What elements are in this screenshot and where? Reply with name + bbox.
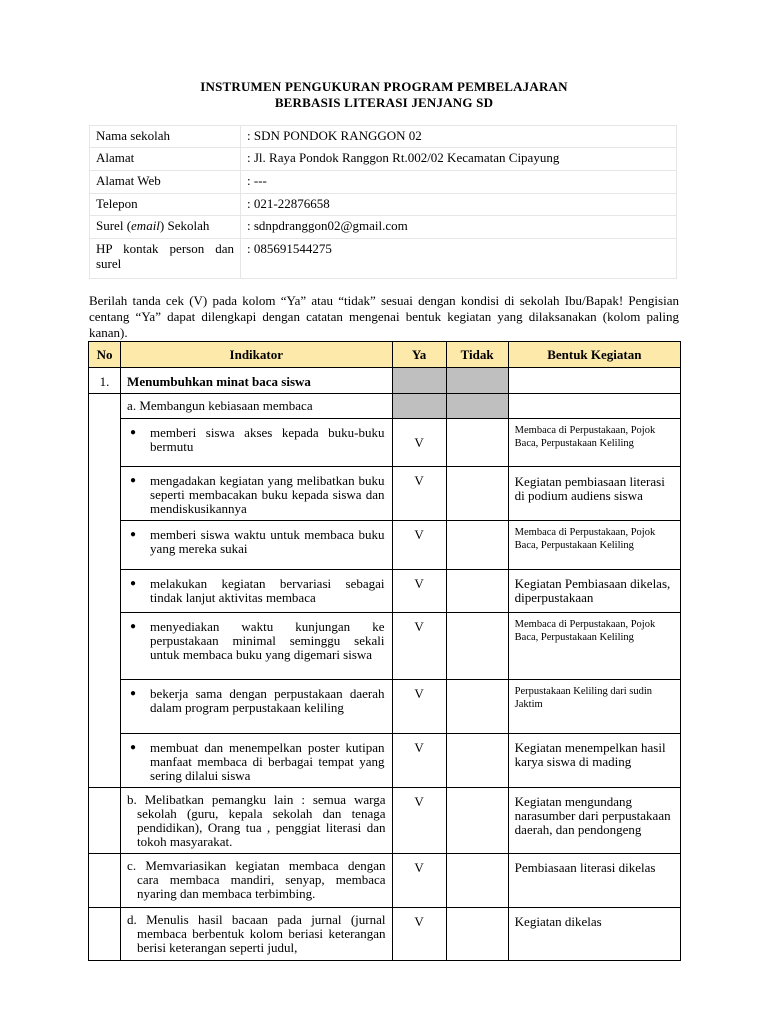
info-value: : --- <box>241 171 677 194</box>
indicator-text: menyediakan waktu kunjungan ke perpustakaan minimal seminggu sekali untuk membaca buku yang digemari siswa <box>150 619 385 662</box>
indicator-cell <box>121 788 392 854</box>
table-row <box>89 613 681 680</box>
ya-check: V <box>392 570 446 613</box>
info-key-pre: Surel ( <box>96 218 132 233</box>
bentuk-kegiatan-text: Pembiasaan literasi dikelas <box>508 854 680 908</box>
ya-check: V <box>392 521 446 570</box>
header-ya: Ya <box>392 342 446 368</box>
indicator-text: mengadakan kegiatan yang melibatkan buku seperti membacakan buku kepada siswa dan mendiskusikannya <box>150 473 385 516</box>
table-row <box>89 521 681 570</box>
bentuk-kegiatan-text: Kegiatan Pembiasaan dikelas, diperpustakaan <box>508 570 680 613</box>
table-row <box>89 734 681 788</box>
number-cell-empty <box>89 788 121 854</box>
ya-check: V <box>392 908 446 961</box>
number-cell-empty <box>89 908 121 961</box>
tidak-cell <box>446 788 508 854</box>
info-value: : sdnpdranggon02@gmail.com <box>241 216 677 239</box>
bentuk-kegiatan-text: Membaca di Perpustakaan, Pojok Baca, Perpustakaan Keliling <box>508 419 680 467</box>
bullet-icon: ● <box>130 578 137 589</box>
bentuk-kegiatan-text: Membaca di Perpustakaan, Pojok Baca, Perpustakaan Keliling <box>508 521 680 570</box>
indicator-cell <box>121 467 392 521</box>
table-row <box>89 788 681 854</box>
bentuk-kegiatan-text: Kegiatan pembiasaan literasi di podium audiens siswa <box>508 467 680 521</box>
indicator-text: membuat dan menempelkan poster kutipan manfaat membaca di berbagai tempat yang sering dilalui siswa <box>150 740 385 783</box>
table-row <box>89 908 681 961</box>
tidak-cell <box>446 680 508 734</box>
indicator-cell <box>121 521 392 570</box>
number-cell-empty <box>89 854 121 908</box>
school-info-table <box>89 125 677 279</box>
section-title: Menumbuhkan minat baca siswa <box>121 368 392 394</box>
info-value: : 021-22876658 <box>241 194 677 216</box>
header-no: No <box>89 342 121 368</box>
document-title-line1: INSTRUMEN PENGUKURAN PROGRAM PEMBELAJARAN <box>200 79 568 94</box>
ya-check: V <box>392 734 446 788</box>
table-row <box>89 680 681 734</box>
ya-check: V <box>392 788 446 854</box>
indicator-table <box>88 341 681 961</box>
header-bentuk-kegiatan: Bentuk Kegiatan <box>508 342 680 368</box>
tidak-cell <box>446 908 508 961</box>
bentuk-cell-empty <box>508 394 680 419</box>
info-key: Alamat <box>90 148 241 171</box>
info-row-phone <box>90 194 677 216</box>
indicator-text: memberi siswa waktu untuk membaca buku yang mereka sukai <box>150 527 385 556</box>
info-key <box>90 216 241 239</box>
indicator-text: d. Menulis hasil bacaan pada jurnal (jurnal membaca berbentuk kolom beriasi keterangan berisi keterangan seperti judul, <box>127 912 386 955</box>
bentuk-kegiatan-text: Kegiatan dikelas <box>508 908 680 961</box>
document-title-line2: BERBASIS LITERASI JENJANG SD <box>274 95 494 110</box>
info-row-address <box>90 148 677 171</box>
bentuk-kegiatan-text: Kegiatan menempelkan hasil karya siswa di mading <box>508 734 680 788</box>
indicator-cell <box>121 854 392 908</box>
bullet-icon: ● <box>130 475 137 486</box>
info-value: : SDN PONDOK RANGGON 02 <box>241 126 677 148</box>
info-value: : Jl. Raya Pondok Ranggon Rt.002/02 Kecamatan Cipayung <box>241 148 677 171</box>
info-key-post: ) Sekolah <box>159 218 210 233</box>
tidak-cell <box>446 854 508 908</box>
indicator-text: b. Melibatkan pemangku lain : semua warga sekolah (guru, kepala sekolah dan tenaga pendidikan), Orang tua , penggiat literasi dan tokoh masyarakat. <box>127 792 386 849</box>
indicator-cell <box>121 908 392 961</box>
bentuk-cell-empty <box>508 368 680 394</box>
info-row-contact <box>90 239 677 279</box>
ya-check: V <box>392 419 446 467</box>
indicator-text: memberi siswa akses kepada buku-buku bermutu <box>150 425 385 454</box>
bullet-icon: ● <box>130 742 137 753</box>
bullet-icon: ● <box>130 688 137 699</box>
info-row-school-name <box>90 126 677 148</box>
indicator-cell <box>121 613 392 680</box>
section-row <box>89 368 681 394</box>
info-key: Alamat Web <box>90 171 241 194</box>
table-header-row <box>89 342 681 368</box>
ya-check: V <box>392 680 446 734</box>
info-key: HP kontak person dan surel <box>90 239 241 279</box>
info-row-email <box>90 216 677 239</box>
sub-a-row <box>89 394 681 419</box>
info-key-em: email <box>131 218 160 233</box>
indicator-cell <box>121 680 392 734</box>
tidak-cell <box>446 419 508 467</box>
ya-check: V <box>392 854 446 908</box>
instructions-paragraph: Berilah tanda cek (V) pada kolom “Ya” atau “tidak” sesuai dengan kondisi di sekolah Ibu/Bapak! Pengisian centang “Ya” dapat dilengkapi dengan catatan mengenai bentuk kegiatan yang dilaksanakan (kolom paling kanan). <box>89 293 679 340</box>
bentuk-kegiatan-text: Membaca di Perpustakaan, Pojok Baca, Perpustakaan Keliling <box>508 613 680 680</box>
indicator-cell <box>121 570 392 613</box>
ya-check: V <box>392 613 446 680</box>
indicator-text: bekerja sama dengan perpustakaan daerah dalam program perpustakaan keliling <box>150 686 385 715</box>
info-row-website <box>90 171 677 194</box>
indicator-cell <box>121 734 392 788</box>
tidak-cell-shaded <box>446 368 508 394</box>
tidak-cell-shaded <box>446 394 508 419</box>
header-tidak: Tidak <box>446 342 508 368</box>
bentuk-kegiatan-text: Kegiatan mengundang narasumber dari perpustakaan daerah, dan pendongeng <box>508 788 680 854</box>
ya-check: V <box>392 467 446 521</box>
header-indikator: Indikator <box>121 342 392 368</box>
info-key: Nama sekolah <box>90 126 241 148</box>
bullet-icon: ● <box>130 529 137 540</box>
ya-cell-shaded <box>392 394 446 419</box>
sub-a-label: a. Membangun kebiasaan membaca <box>121 394 392 419</box>
tidak-cell <box>446 570 508 613</box>
indicator-cell <box>121 419 392 467</box>
indicator-text: c. Memvariasikan kegiatan membaca dengan cara membaca mandiri, senyap, membaca nyaring dan membaca terbimbing. <box>127 858 386 901</box>
info-key: Telepon <box>90 194 241 216</box>
tidak-cell <box>446 467 508 521</box>
tidak-cell <box>446 613 508 680</box>
bentuk-kegiatan-text: Perpustakaan Keliling dari sudin Jaktim <box>508 680 680 734</box>
table-row <box>89 570 681 613</box>
indicator-text: melakukan kegiatan bervariasi sebagai tindak lanjut aktivitas membaca <box>150 576 385 605</box>
info-value: : 085691544275 <box>241 239 677 279</box>
section-number: 1. <box>89 368 121 394</box>
bullet-icon: ● <box>130 621 137 632</box>
tidak-cell <box>446 521 508 570</box>
table-row <box>89 854 681 908</box>
bullet-icon: ● <box>130 427 137 438</box>
number-cell-empty <box>89 394 121 788</box>
tidak-cell <box>446 734 508 788</box>
table-row <box>89 467 681 521</box>
ya-cell-shaded <box>392 368 446 394</box>
table-row <box>89 419 681 467</box>
